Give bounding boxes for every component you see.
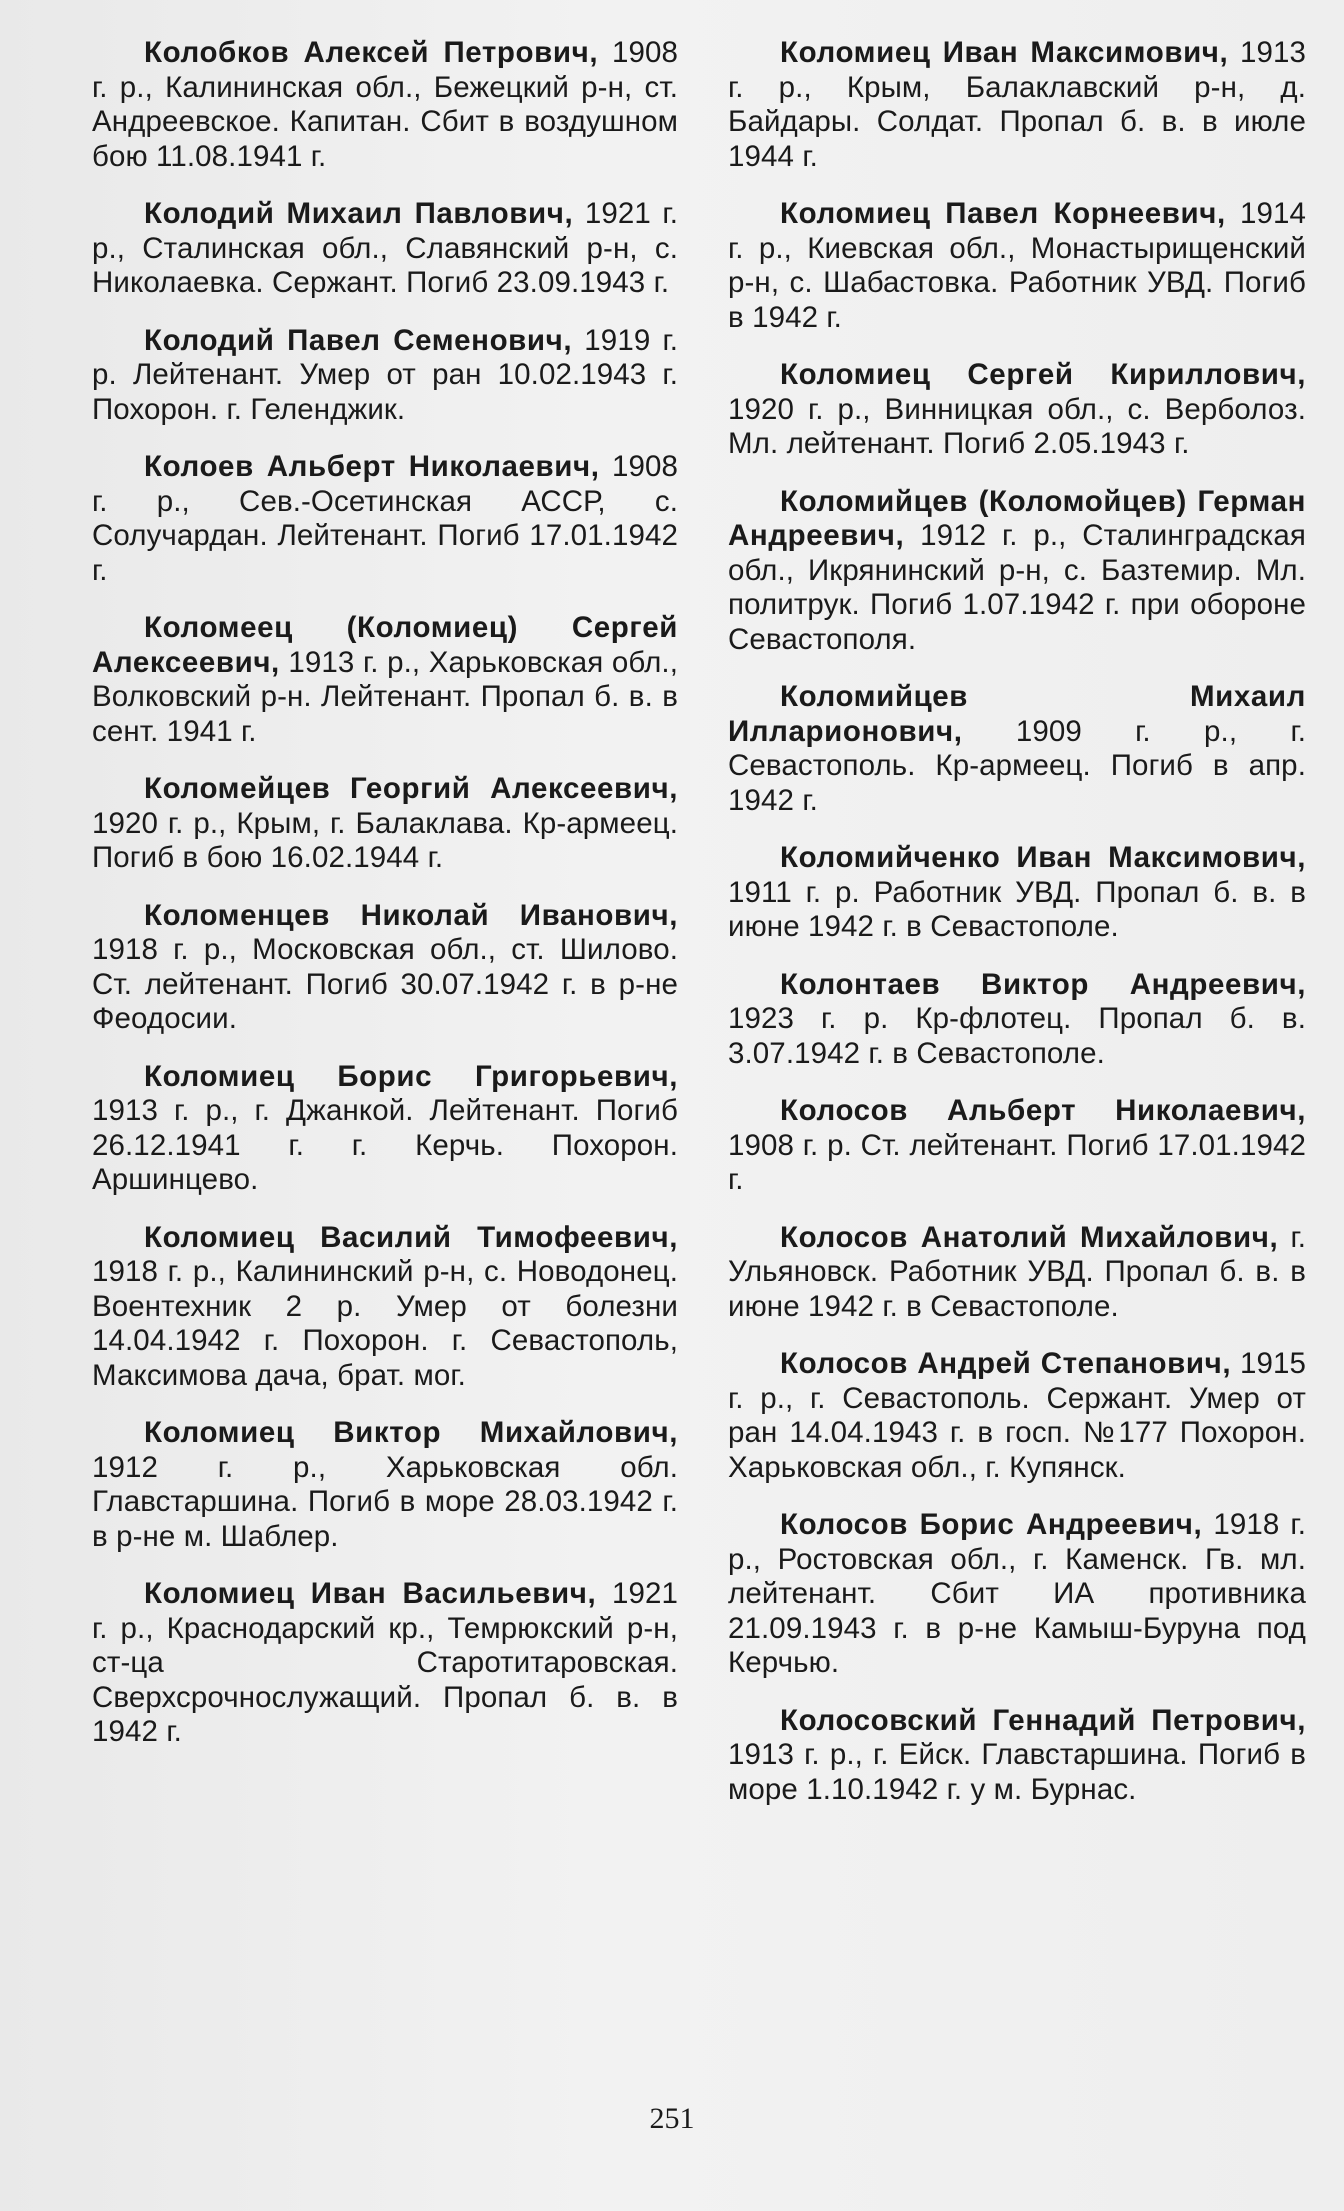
entry-person-name: Коломийцев Михаил Илларионович, bbox=[728, 680, 1306, 748]
entry-person-name: Колонтаев Виктор Андреевич, bbox=[780, 967, 1306, 1001]
entry-person-name: Коломийченко Иван Максимович, bbox=[780, 841, 1306, 874]
entry-person-name: Колоев Альберт Николаевич, bbox=[144, 450, 600, 483]
entry-details: 1908 г. р., Калининская обл., Бежецкий р-н, ст. Андреевское. Капитан. Сбит в воздушном бою 11.08.1941 г. bbox=[92, 36, 679, 173]
entry-details: 1913 г. р., Харьковская обл., Волковский р-н. Лейтенант. Пропал б. в. в сент. 1941 г. bbox=[92, 645, 678, 748]
entry-details: 1921 г. р., Краснодарский кр., Темрюкский р-н, ст-ца Старотитаровская. Сверхсрочнослужащий. Пропал б. в. в 1942 г. bbox=[92, 1577, 678, 1748]
entry-person-name: Колобков Алексей Петрович, bbox=[144, 36, 599, 69]
entry-details: 1909 г. р., г. Севастополь. Кр-армеец. Погиб в апр. 1942 г. bbox=[728, 714, 1306, 817]
entry-details: 1920 г. р., Крым, г. Балаклава. Кр-армеец. Погиб в бою 16.02.1944 г. bbox=[92, 806, 678, 874]
entry-person-name: Коломийцев (Коломойцев) Герман Андреевич, bbox=[728, 484, 1306, 552]
entry-details: 1920 г. р., Винницкая обл., с. Верболоз. Мл. лейтенант. Погиб 2.05.1943 г. bbox=[728, 392, 1306, 460]
biography-entry bbox=[92, 772, 678, 876]
entry-person-name: Колосов Борис Андреевич, bbox=[780, 1508, 1203, 1541]
entry-details: 1918 г. р., Калининский р-н, с. Новодонец. Воентехник 2 р. Умер от болезни 14.04.1942 г. Похорон. г. Севастополь, Максимова дача, брат. мог. bbox=[92, 1255, 678, 1392]
entry-person-name: Коломенцев Николай Иванович, bbox=[144, 898, 678, 932]
left-column bbox=[92, 36, 678, 1773]
entry-person-name: Колосов Анатолий Михайлович, bbox=[780, 1220, 1279, 1254]
biography-entry bbox=[728, 36, 1306, 174]
entry-details: 1918 г. р., Московская обл., ст. Шилово. Ст. лейтенант. Погиб 30.07.1942 г. в р-не Феодосии. bbox=[92, 933, 678, 1035]
biography-entry bbox=[92, 450, 678, 588]
biography-entry bbox=[92, 1060, 678, 1198]
entry-details: г. Ульяновск. Работник УВД. Пропал б. в. в июне 1942 г. в Севастополе. bbox=[728, 1220, 1307, 1323]
biography-entry bbox=[728, 1347, 1306, 1485]
biography-entry bbox=[728, 841, 1306, 945]
biography-entry bbox=[728, 968, 1306, 1072]
biography-entry bbox=[92, 1577, 678, 1750]
entry-person-name: Коломеец (Коломиец) Сергей Алексеевич, bbox=[92, 611, 678, 679]
entry-details: 1913 г. р., г. Ейск. Главстаршина. Погиб в море 1.10.1942 г. у м. Бурнас. bbox=[728, 1738, 1306, 1806]
entry-person-name: Коломиец Виктор Михайлович, bbox=[144, 1416, 678, 1449]
entry-details: 1912 г. р., Сталинградская обл., Икрянинский р-н, с. Базтемир. Мл. политрук. Погиб 1.07.1942 г. при обороне Севастополя. bbox=[728, 519, 1306, 656]
page-number: 251 bbox=[649, 2102, 695, 2135]
biography-entry bbox=[728, 1704, 1306, 1808]
entry-details: 1919 г. р. Лейтенант. Умер от ран 10.02.1943 г. Похорон. г. Геленджик. bbox=[92, 323, 678, 426]
entry-person-name: Колосов Альберт Николаевич, bbox=[780, 1094, 1306, 1127]
entry-details: 1912 г. р., Харьковская обл. Главстаршина. Погиб в море 28.03.1942 г. в р-не м. Шаблер. bbox=[92, 1450, 678, 1553]
entry-details: 1908 г. р., Сев.-Осетинская АССР, с. Солучардан. Лейтенант. Погиб 17.01.1942 г. bbox=[92, 450, 678, 587]
entry-person-name: Колосовский Геннадий Петрович, bbox=[780, 1703, 1306, 1737]
entry-details: 1918 г. р., Ростовская обл., г. Каменск. Гв. мл. лейтенант. Сбит ИА противника 21.09.1943 г. в р-не Камыш-Буруна под Керчью. bbox=[728, 1508, 1306, 1679]
entry-details: 1923 г. р. Кр-флотец. Пропал б. в. 3.07.1942 г. в Севастополе. bbox=[728, 1002, 1306, 1070]
biography-entry bbox=[92, 36, 678, 174]
biography-entry bbox=[728, 197, 1306, 335]
biography-entry bbox=[92, 324, 678, 428]
entry-person-name: Коломиец Павел Корнеевич, bbox=[780, 197, 1226, 230]
entry-person-name: Колодий Михаил Павлович, bbox=[144, 197, 574, 230]
entry-person-name: Коломейцев Георгий Алексеевич, bbox=[144, 772, 678, 805]
entry-person-name: Колосов Андрей Степанович, bbox=[780, 1347, 1232, 1380]
biography-entry bbox=[728, 680, 1306, 818]
biography-entry bbox=[728, 1094, 1306, 1198]
biography-entry bbox=[92, 1416, 678, 1554]
biography-entry bbox=[728, 1221, 1306, 1325]
entry-person-name: Коломиец Сергей Кириллович, bbox=[780, 358, 1306, 391]
biography-entry bbox=[728, 1508, 1306, 1681]
entry-person-name: Коломиец Василий Тимофеевич, bbox=[144, 1220, 678, 1254]
entry-details: 1913 г. р., г. Джанкой. Лейтенант. Погиб 26.12.1941 г. г. Керчь. Похорон. Аршинцево. bbox=[92, 1094, 678, 1196]
biography-entry bbox=[92, 1221, 678, 1394]
entry-details: 1921 г. р., Сталинская обл., Славянский р-н, с. Николаевка. Сержант. Погиб 23.09.1943 г. bbox=[92, 197, 678, 299]
biography-entry bbox=[728, 485, 1306, 658]
biography-entry bbox=[92, 611, 678, 749]
entry-details: 1908 г. р. Ст. лейтенант. Погиб 17.01.1942 г. bbox=[728, 1128, 1306, 1196]
entry-details: 1913 г. р., Крым, Балаклавский р-н, д. Байдары. Солдат. Пропал б. в. в июле 1944 г. bbox=[728, 36, 1306, 173]
biography-entry bbox=[92, 197, 678, 301]
entry-person-name: Коломиец Иван Максимович, bbox=[780, 36, 1229, 69]
entry-person-name: Коломиец Борис Григорьевич, bbox=[144, 1059, 678, 1093]
entry-details: 1915 г. р., г. Севастополь. Сержант. Умер от ран 14.04.1943 г. в госп. №177 Похорон. Харьковская обл., г. Купянск. bbox=[728, 1347, 1306, 1484]
biography-entry bbox=[92, 899, 678, 1037]
biography-entry bbox=[728, 358, 1306, 462]
entry-person-name: Колодий Павел Семенович, bbox=[144, 323, 573, 357]
right-column bbox=[728, 36, 1306, 1830]
entry-details: 1914 г. р., Киевская обл., Монастырищенский р-н, с. Шабастовка. Работник УВД. Погиб в 1942 г. bbox=[728, 197, 1306, 334]
entry-details: 1911 г. р. Работник УВД. Пропал б. в. в июне 1942 г. в Севастополе. bbox=[728, 875, 1306, 943]
entry-person-name: Коломиец Иван Васильевич, bbox=[144, 1577, 597, 1610]
